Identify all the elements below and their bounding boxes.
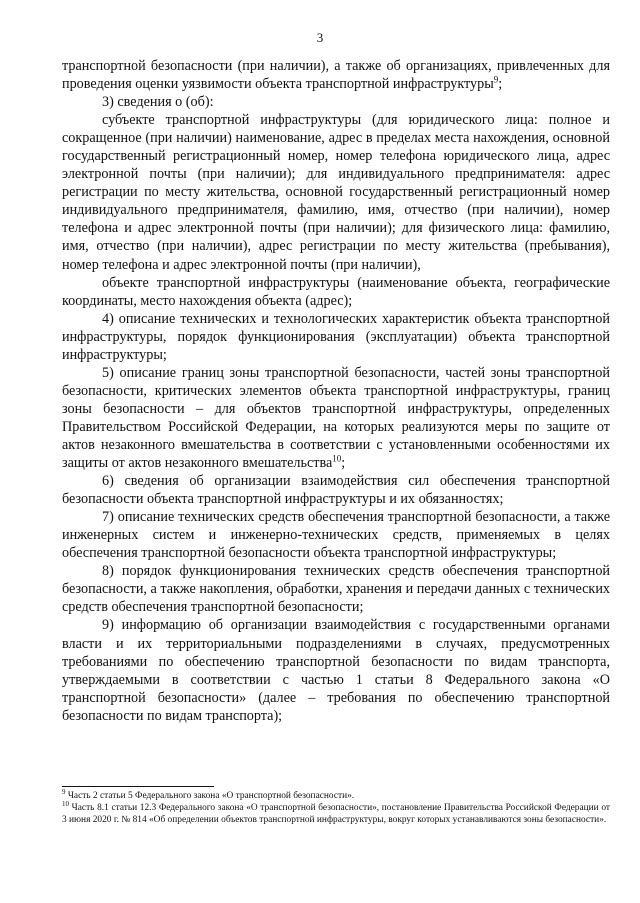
paragraph-item-8: 8) порядок функционирования технических средств обеспечения транспортной безопасности, а также накопления, обработки, хранения и передачи данных с технических средств обеспечения транспортной безопасности;	[62, 563, 610, 616]
paragraph-item-6: 6) сведения об организации взаимодействия сил обеспечения транспортной безопасности объекта транспортной инфраструктуры и их обязанностях;	[62, 473, 610, 508]
footnote-divider	[62, 786, 214, 787]
footnote-ref-10: 10	[332, 453, 342, 464]
footnote-ref-9: 9	[493, 74, 499, 85]
paragraph-item-7: 7) описание технических средств обеспечения транспортной безопасности, а также инженерных систем и инженерно-технических средств, применяемых в целях обеспечения транспортной безопасности объекта транспортной инфраструктуры;	[62, 509, 610, 562]
footnote-10: $^{10}$ Часть 8.1 статьи 12.3 Федерального закона «О транспортной безопасности», постановление Правительства Российской Федерации от 3 июня 2020 г. № 814 «Об определении объектов транспортной инфраструктуры, вокруг которых устанавливаются зоны безопасности».	[62, 799, 611, 825]
paragraph-item-4: 4) описание технических и технологических характеристик объекта транспортной инфраструктуры, порядок функционирования (эксплуатации) объекта транспортной инфраструктуры;	[62, 310, 610, 363]
paragraph-item-5: 5) описание границ зоны транспортной безопасности, частей зоны транспортной безопасности, критических элементов объекта транспортной инфраструктуры, границ зоны безопасности – для объектов транспортной инфраструктуры, определенных Правительством Российской Федерации, на которых реализуются меры по защите от актов незаконного вмешательства в соответствии с установленными особенностями их защиты от актов незаконного вмешательства$^{10}$;	[62, 364, 610, 472]
footnotes	[62, 787, 611, 826]
paragraph-item-3: 3) сведения о (об):	[102, 94, 214, 111]
document-body	[62, 57, 610, 725]
page-number: 3	[316, 30, 324, 45]
paragraph-item-9: 9) информацию об организации взаимодействия с государственными органами власти и их территориальными подразделениями в случаях, предусмотренных требованиями по обеспечению транспортной безопасности по видам транспорта, утверждаемыми в соответствии с частью 1 статьи 8 Федерального закона «О транспортной безопасности» (далее – требования по обеспечению транспортной безопасности по видам транспорта);	[62, 617, 610, 724]
paragraph-object: объекте транспортной инфраструктуры (наименование объекта, географические координаты, место нахождения объекта (адрес);	[62, 274, 610, 309]
paragraph-continuation: транспортной безопасности (при наличии), а также об организациях, привлеченных для проведения оценки уязвимости объекта транспортной инфраструктуры$^9$;	[62, 58, 610, 93]
footnote-9: $^9$ Часть 2 статьи 5 Федерального закона «О транспортной безопасности».	[62, 787, 355, 801]
paragraph-subject: субъекте транспортной инфраструктуры (для юридического лица: полное и сокращенное (при наличии) наименование, адрес в пределах места нахождения, основной государственный регистрационный номер, номер телефона юридического лица, адрес электронной почты (при наличии); для индивидуального предпринимателя: адрес регистрации по месту жительства, основной государственный регистрационный номер индивидуального предпринимателя, фамилию, имя, отчество (при наличии), номер телефона и адрес электронной почты (при наличии); для физического лица: фамилию, имя, отчество (при наличии), адрес регистрации по месту жительства (пребывания), номер телефона и адрес электронной почты (при наличии),	[62, 112, 610, 273]
